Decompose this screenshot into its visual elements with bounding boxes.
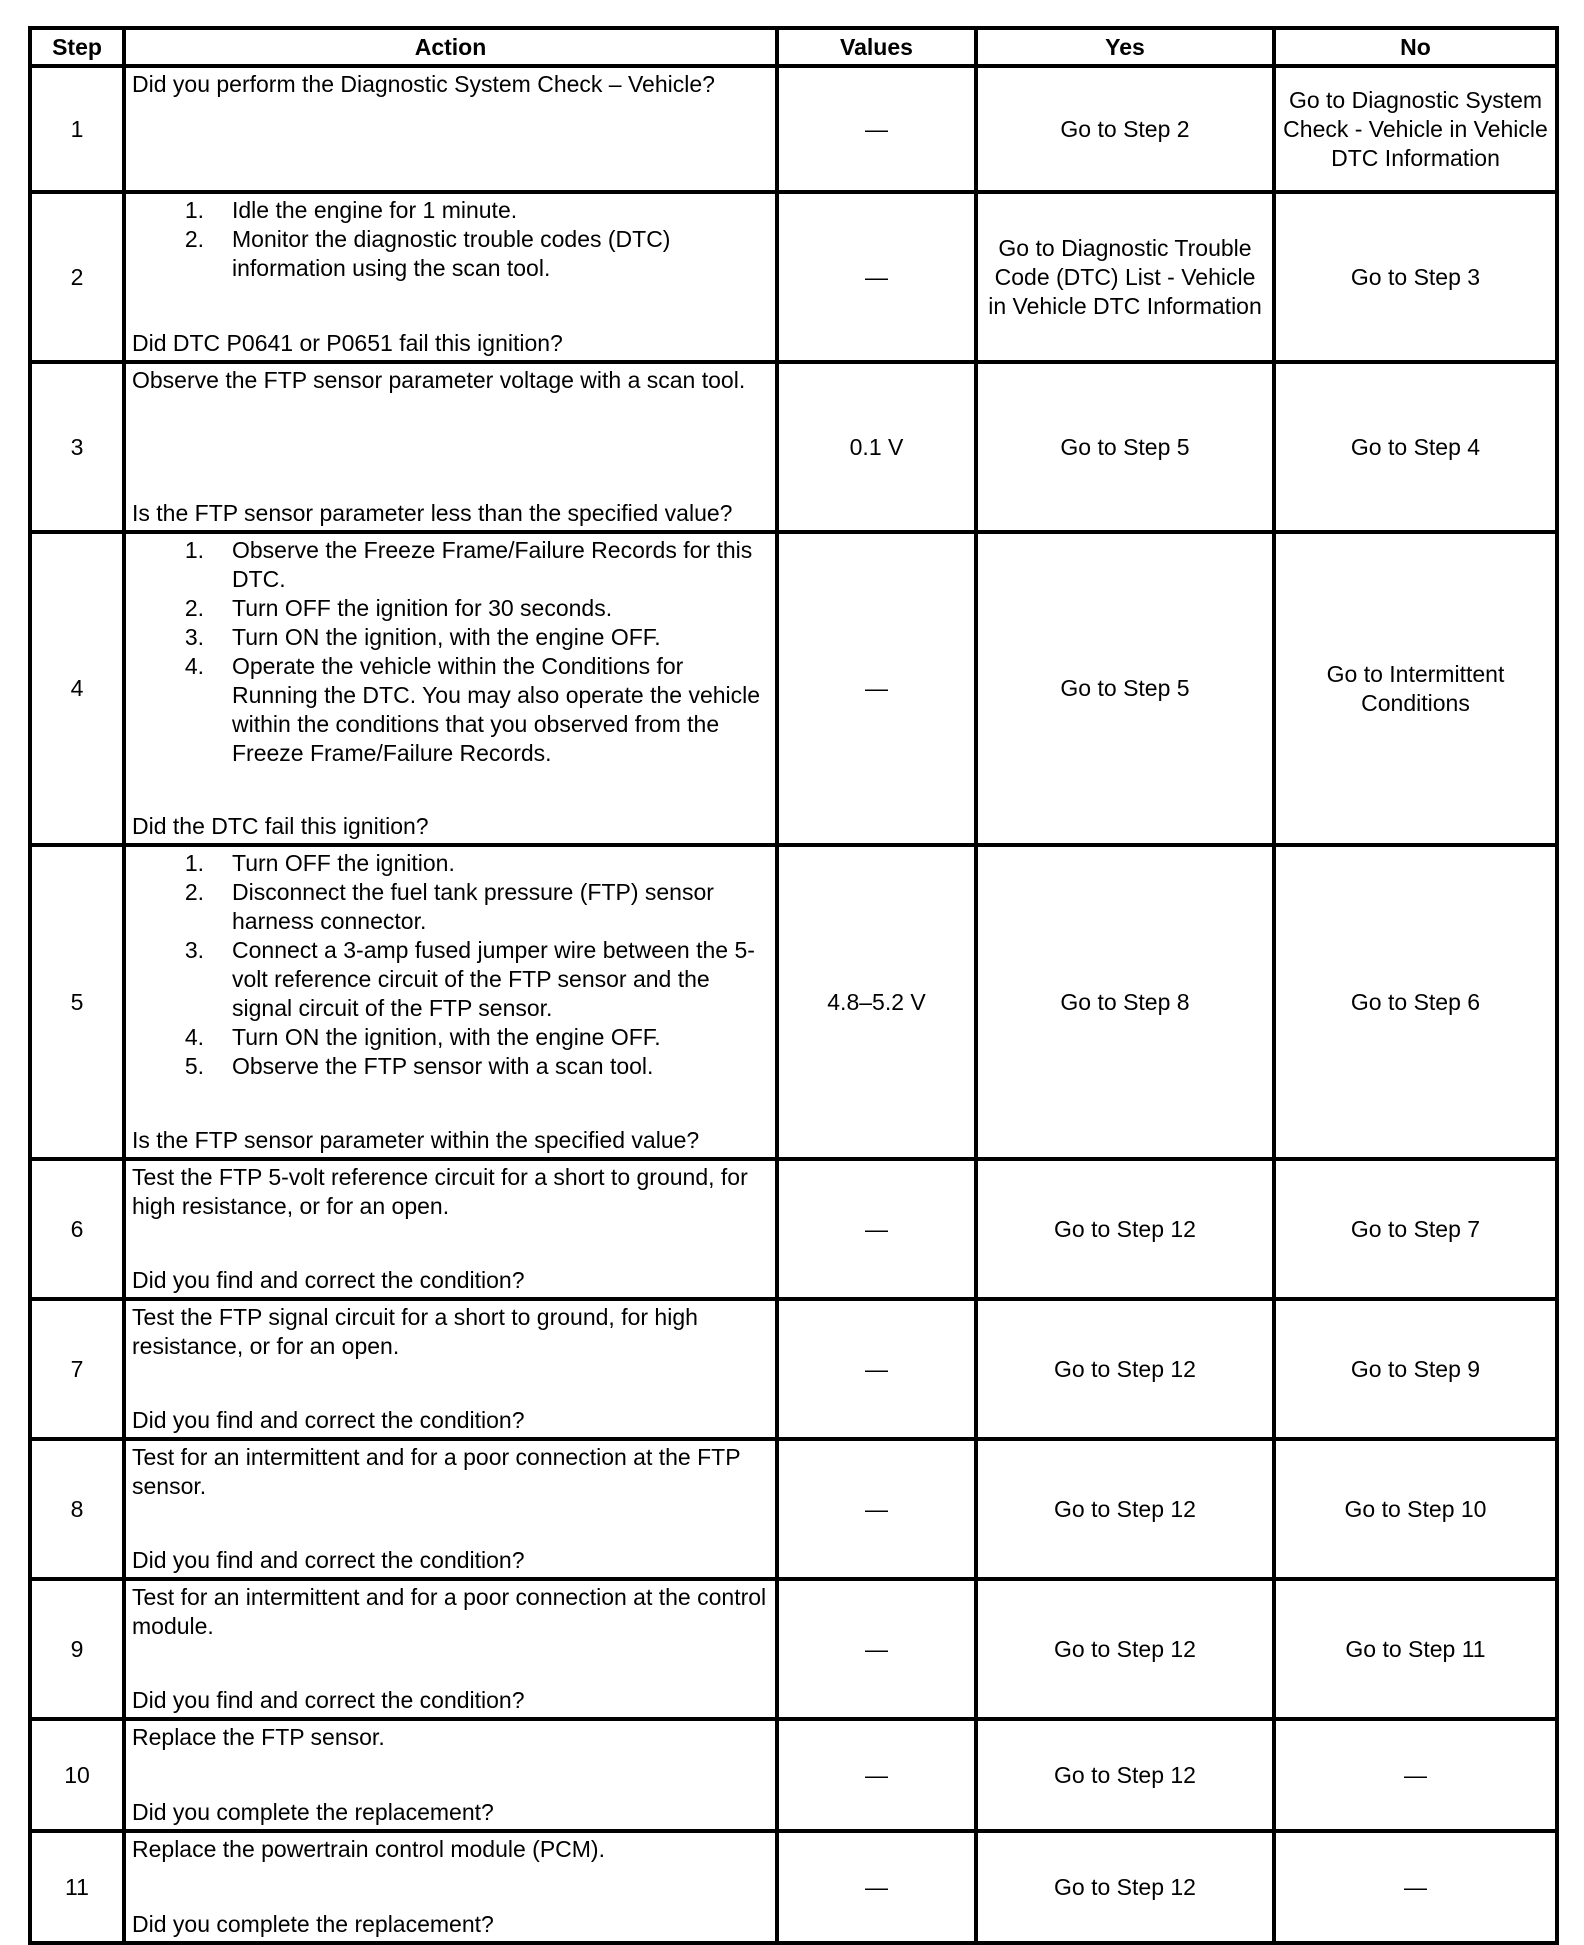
yes-cell: Go to Step 5: [976, 532, 1274, 845]
action-step-text: Monitor the diagnostic trouble codes (DTC) information using the scan tool.: [232, 226, 671, 281]
values-cell: —: [777, 1439, 976, 1579]
action-step-text: Turn ON the ignition, with the engine OFF.: [232, 624, 661, 650]
values-cell: —: [777, 66, 976, 192]
action-step-text: Turn OFF the ignition.: [232, 850, 455, 876]
action-question: Did you complete the replacement?: [132, 1911, 494, 1937]
table-row: [30, 1579, 1557, 1719]
step-number: 5: [30, 845, 124, 1159]
table-row: [30, 1719, 1557, 1831]
action-statement: Observe the FTP sensor parameter voltage with a scan tool.: [132, 367, 746, 393]
action-step-number: 4.: [184, 653, 204, 679]
action-cell: [124, 1439, 777, 1579]
no-cell: Go to Step 11: [1274, 1579, 1557, 1719]
step-number: 6: [30, 1159, 124, 1299]
yes-cell: Go to Step 12: [976, 1439, 1274, 1579]
action-cell: [124, 532, 777, 845]
action-cell: [124, 1831, 777, 1943]
action-statement: Test for an intermittent and for a poor connection at the FTP sensor.: [132, 1444, 741, 1499]
yes-cell: Go to Step 12: [976, 1299, 1274, 1439]
no-cell: Go to Step 6: [1274, 845, 1557, 1159]
step-number: 4: [30, 532, 124, 845]
header-action: Action: [124, 28, 777, 66]
yes-cell: Go to Step 2: [976, 66, 1274, 192]
action-step: [132, 623, 769, 652]
values-cell: 0.1 V: [777, 362, 976, 532]
action-top: [132, 1443, 769, 1501]
header-no: No: [1274, 28, 1557, 66]
values-cell: —: [777, 1831, 976, 1943]
action-step-text: Disconnect the fuel tank pressure (FTP) sensor harness connector.: [232, 879, 714, 934]
values-cell: —: [777, 1719, 976, 1831]
action-content: [132, 196, 769, 358]
action-step-number: 2.: [184, 595, 204, 621]
values-cell: —: [777, 1299, 976, 1439]
action-statement: Test for an intermittent and for a poor connection at the control module.: [132, 1584, 767, 1639]
yes-cell: Go to Step 12: [976, 1159, 1274, 1299]
action-statement: Replace the powertrain control module (PCM).: [132, 1836, 605, 1862]
action-step: [132, 849, 769, 878]
step-number: 11: [30, 1831, 124, 1943]
yes-cell: Go to Step 12: [976, 1831, 1274, 1943]
action-cell: [124, 1579, 777, 1719]
action-step: [132, 225, 769, 283]
action-content: [132, 1303, 769, 1435]
action-top: [132, 1835, 769, 1864]
header-step: Step: [30, 28, 124, 66]
action-content: [132, 366, 769, 528]
action-step-number: 2.: [184, 226, 204, 252]
action-question: Did you find and correct the condition?: [132, 1407, 525, 1433]
no-cell: —: [1274, 1719, 1557, 1831]
action-question: Did you find and correct the condition?: [132, 1547, 525, 1573]
no-cell: Go to Intermittent Conditions: [1274, 532, 1557, 845]
table-row: [30, 532, 1557, 845]
action-top: [132, 849, 769, 1081]
action-statement: Test the FTP signal circuit for a short to ground, for high resistance, or for an open.: [132, 1304, 698, 1359]
action-steps-list: [132, 849, 769, 1081]
step-number: 3: [30, 362, 124, 532]
action-step-number: 5.: [184, 1053, 204, 1079]
action-top: [132, 1583, 769, 1641]
action-step-number: 1.: [184, 197, 204, 223]
header-yes: Yes: [976, 28, 1274, 66]
action-step-text: Turn ON the ignition, with the engine OFF.: [232, 1024, 661, 1050]
action-cell: [124, 1299, 777, 1439]
action-cell: [124, 192, 777, 362]
action-step-text: Observe the Freeze Frame/Failure Records for this DTC.: [232, 537, 753, 592]
action-top: [132, 196, 769, 283]
values-cell: —: [777, 192, 976, 362]
table-row: [30, 66, 1557, 192]
action-step: [132, 652, 769, 768]
action-top: [132, 1303, 769, 1361]
action-step: [132, 936, 769, 1023]
step-number: 10: [30, 1719, 124, 1831]
table-row: [30, 1439, 1557, 1579]
table-row: [30, 1159, 1557, 1299]
yes-cell: Go to Diagnostic Trouble Code (DTC) List - Vehicle in Vehicle DTC Information: [976, 192, 1274, 362]
no-cell: Go to Diagnostic System Check - Vehicle in Vehicle DTC Information: [1274, 66, 1557, 192]
action-question: Did DTC P0641 or P0651 fail this ignition?: [132, 330, 563, 356]
action-step-text: Operate the vehicle within the Conditions for Running the DTC. You may also operate the vehicle within the conditions that you observed from the Freeze Frame/Failure Records.: [232, 653, 761, 766]
action-statement: Did you perform the Diagnostic System Check – Vehicle?: [132, 71, 715, 97]
header-row: [30, 28, 1557, 66]
step-number: 8: [30, 1439, 124, 1579]
action-step-number: 4.: [184, 1024, 204, 1050]
action-step-text: Turn OFF the ignition for 30 seconds.: [232, 595, 613, 621]
no-cell: Go to Step 4: [1274, 362, 1557, 532]
table-row: [30, 1299, 1557, 1439]
action-question: Did you find and correct the condition?: [132, 1687, 525, 1713]
header-values: Values: [777, 28, 976, 66]
yes-cell: Go to Step 8: [976, 845, 1274, 1159]
action-content: [132, 1835, 769, 1939]
no-cell: —: [1274, 1831, 1557, 1943]
action-top: [132, 1163, 769, 1221]
action-step: [132, 196, 769, 225]
action-top: [132, 70, 769, 99]
table-row: [30, 362, 1557, 532]
action-top: [132, 1723, 769, 1752]
step-number: 2: [30, 192, 124, 362]
values-cell: —: [777, 1159, 976, 1299]
action-cell: [124, 1159, 777, 1299]
action-statement: Test the FTP 5-volt reference circuit for a short to ground, for high resistance, or for an open.: [132, 1164, 748, 1219]
no-cell: Go to Step 9: [1274, 1299, 1557, 1439]
action-step: [132, 594, 769, 623]
action-content: [132, 1723, 769, 1827]
action-step-number: 3.: [184, 624, 204, 650]
yes-cell: Go to Step 12: [976, 1719, 1274, 1831]
action-question: Is the FTP sensor parameter less than the specified value?: [132, 500, 733, 526]
diagnostic-table: [28, 26, 1559, 1945]
action-step: [132, 1023, 769, 1052]
action-question: Did you complete the replacement?: [132, 1799, 494, 1825]
action-step-text: Connect a 3-amp fused jumper wire between the 5-volt reference circuit of the FTP sensor and the signal circuit of the FTP sensor.: [232, 937, 755, 1021]
action-cell: [124, 362, 777, 532]
values-cell: —: [777, 1579, 976, 1719]
table-row: [30, 1831, 1557, 1943]
step-number: 9: [30, 1579, 124, 1719]
action-step-text: Idle the engine for 1 minute.: [232, 197, 518, 223]
action-top: [132, 366, 769, 395]
action-content: [132, 1583, 769, 1715]
action-step-number: 1.: [184, 850, 204, 876]
action-step: [132, 878, 769, 936]
action-step-number: 1.: [184, 537, 204, 563]
yes-cell: Go to Step 12: [976, 1579, 1274, 1719]
no-cell: Go to Step 3: [1274, 192, 1557, 362]
table-row: [30, 845, 1557, 1159]
action-steps-list: [132, 536, 769, 768]
values-cell: 4.8–5.2 V: [777, 845, 976, 1159]
action-cell: [124, 845, 777, 1159]
action-content: [132, 536, 769, 841]
action-step-number: 2.: [184, 879, 204, 905]
step-number: 1: [30, 66, 124, 192]
action-content: [132, 1163, 769, 1295]
action-question: Did the DTC fail this ignition?: [132, 813, 429, 839]
action-question: Is the FTP sensor parameter within the specified value?: [132, 1127, 700, 1153]
step-number: 7: [30, 1299, 124, 1439]
action-cell: [124, 1719, 777, 1831]
action-question: Did you find and correct the condition?: [132, 1267, 525, 1293]
action-step-text: Observe the FTP sensor with a scan tool.: [232, 1053, 654, 1079]
action-content: [132, 70, 769, 188]
action-content: [132, 849, 769, 1155]
yes-cell: Go to Step 5: [976, 362, 1274, 532]
table-row: [30, 192, 1557, 362]
action-statement: Replace the FTP sensor.: [132, 1724, 385, 1750]
no-cell: Go to Step 10: [1274, 1439, 1557, 1579]
action-content: [132, 1443, 769, 1575]
values-cell: —: [777, 532, 976, 845]
action-top: [132, 536, 769, 768]
action-step-number: 3.: [184, 937, 204, 963]
no-cell: Go to Step 7: [1274, 1159, 1557, 1299]
action-cell: [124, 66, 777, 192]
action-steps-list: [132, 196, 769, 283]
action-step: [132, 536, 769, 594]
action-step: [132, 1052, 769, 1081]
